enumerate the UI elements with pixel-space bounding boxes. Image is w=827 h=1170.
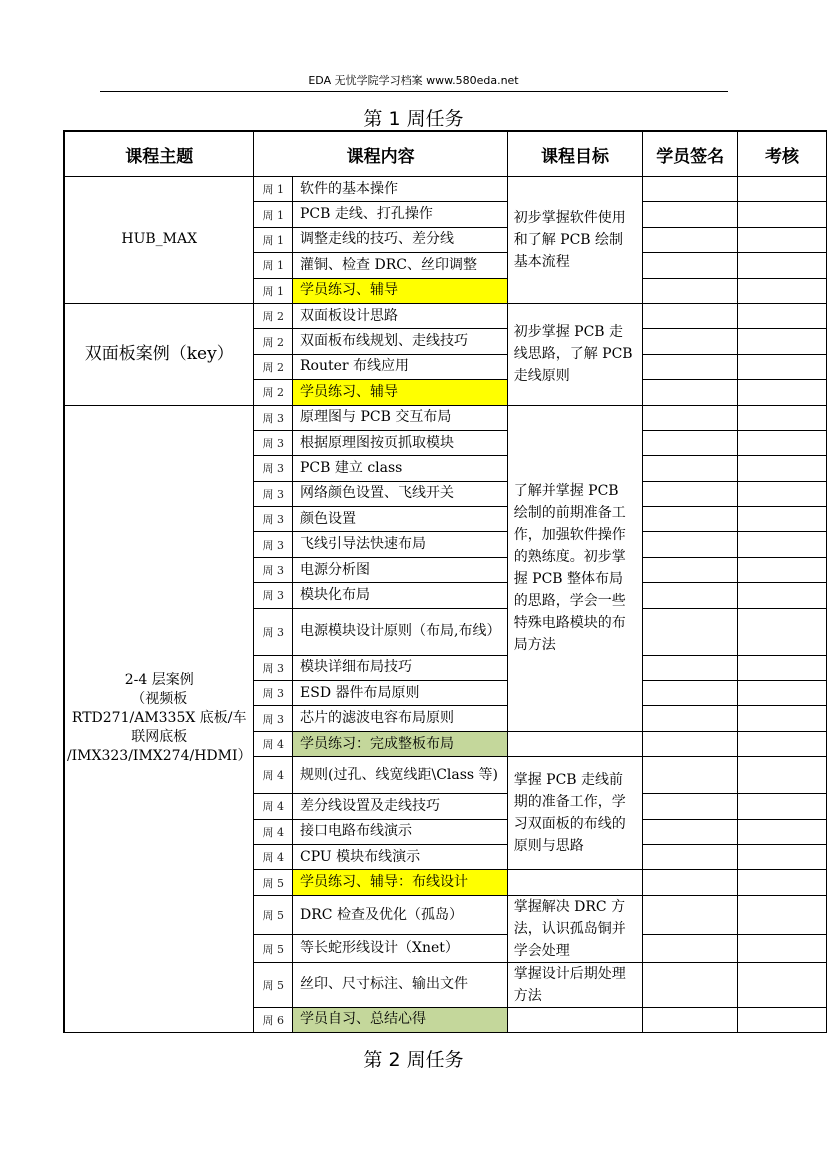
week-cell: 周 4: [254, 819, 293, 844]
signature-cell[interactable]: [643, 227, 738, 252]
topic-cell: 2-4 层案例 （视频板 RTD271/AM335X 底板/车 联网底板 /IMX323/IMX274/HDMI）: [64, 405, 254, 1033]
week-cell: 周 4: [254, 844, 293, 869]
content-cell: 芯片的滤波电容布局原则: [293, 706, 508, 731]
week-cell: 周 1: [254, 202, 293, 227]
assessment-cell[interactable]: [738, 202, 827, 227]
signature-cell[interactable]: [643, 844, 738, 869]
assessment-cell[interactable]: [738, 1007, 827, 1032]
content-cell: DRC 检查及优化（孤岛）: [293, 895, 508, 935]
topic-cell: 双面板案例（key）: [64, 303, 254, 405]
goal-cell-empty: [507, 731, 643, 756]
col-header-goal: 课程目标: [507, 131, 643, 177]
content-cell: 学员练习、辅导: [293, 278, 508, 303]
content-cell: 学员练习、辅导: [293, 380, 508, 405]
next-section-title: 第 2 周任务: [363, 1049, 464, 1071]
signature-cell[interactable]: [643, 794, 738, 819]
week-cell: 周 3: [254, 481, 293, 506]
assessment-cell[interactable]: [738, 430, 827, 455]
week-cell: 周 1: [254, 253, 293, 278]
assessment-cell[interactable]: [738, 354, 827, 379]
assessment-cell[interactable]: [738, 532, 827, 557]
signature-cell[interactable]: [643, 681, 738, 706]
signature-cell[interactable]: [643, 895, 738, 935]
goal-cell-empty: [507, 870, 643, 895]
signature-cell[interactable]: [643, 870, 738, 895]
content-cell: 网络颜色设置、飞线开关: [293, 481, 508, 506]
signature-cell[interactable]: [643, 583, 738, 608]
signature-cell[interactable]: [643, 380, 738, 405]
week-cell: 周 3: [254, 557, 293, 582]
signature-cell[interactable]: [643, 354, 738, 379]
signature-cell[interactable]: [643, 481, 738, 506]
content-cell: ESD 器件布局原则: [293, 681, 508, 706]
content-cell: 调整走线的技巧、差分线: [293, 227, 508, 252]
week-cell: 周 3: [254, 655, 293, 680]
assessment-cell[interactable]: [738, 870, 827, 895]
table-row: [64, 177, 827, 202]
content-cell: 双面板布线规划、走线技巧: [293, 329, 508, 354]
week-cell: 周 5: [254, 935, 293, 962]
week-cell: 周 4: [254, 757, 293, 794]
assessment-cell[interactable]: [738, 757, 827, 794]
assessment-cell[interactable]: [738, 253, 827, 278]
assessment-cell[interactable]: [738, 278, 827, 303]
signature-cell[interactable]: [643, 329, 738, 354]
week-cell: 周 3: [254, 706, 293, 731]
assessment-cell[interactable]: [738, 962, 827, 1007]
col-header-signature: 学员签名: [643, 131, 738, 177]
assessment-cell[interactable]: [738, 227, 827, 252]
signature-cell[interactable]: [643, 405, 738, 430]
content-cell: Router 布线应用: [293, 354, 508, 379]
assessment-cell[interactable]: [738, 481, 827, 506]
assessment-cell[interactable]: [738, 456, 827, 481]
week-cell: 周 6: [254, 1007, 293, 1032]
signature-cell[interactable]: [643, 202, 738, 227]
assessment-cell[interactable]: [738, 706, 827, 731]
content-cell: 学员练习：完成整板布局: [293, 731, 508, 756]
assessment-cell[interactable]: [738, 935, 827, 962]
signature-cell[interactable]: [643, 935, 738, 962]
content-cell: 学员练习、辅导：布线设计: [293, 870, 508, 895]
page-title: 第 1 周任务: [363, 108, 464, 130]
content-cell: 飞线引导法快速布局: [293, 532, 508, 557]
assessment-cell[interactable]: [738, 303, 827, 328]
content-cell: PCB 走线、打孔操作: [293, 202, 508, 227]
week-cell: 周 5: [254, 895, 293, 935]
week-cell: 周 3: [254, 405, 293, 430]
table-row: [64, 303, 827, 328]
content-cell: 电源模块设计原则（布局,布线）: [293, 608, 508, 655]
goal-cell-empty: [507, 1007, 643, 1032]
week-cell: 周 2: [254, 354, 293, 379]
week-cell: 周 2: [254, 380, 293, 405]
assessment-cell[interactable]: [738, 895, 827, 935]
assessment-cell[interactable]: [738, 731, 827, 756]
content-cell: 电源分析图: [293, 557, 508, 582]
page-header: EDA 无忧学院学习档案 www.580eda.net: [308, 74, 519, 87]
assessment-cell[interactable]: [738, 681, 827, 706]
week-cell: 周 3: [254, 583, 293, 608]
signature-cell[interactable]: [643, 706, 738, 731]
signature-cell[interactable]: [643, 731, 738, 756]
table-header-row: [64, 131, 827, 177]
content-cell: 灌铜、检查 DRC、丝印调整: [293, 253, 508, 278]
assessment-cell[interactable]: [738, 557, 827, 582]
header-rule: [100, 91, 728, 92]
content-cell: 双面板设计思路: [293, 303, 508, 328]
signature-cell[interactable]: [643, 253, 738, 278]
goal-cell: 掌握解决 DRC 方法，认识孤岛铜并学会处理: [507, 895, 643, 962]
week-cell: 周 5: [254, 962, 293, 1007]
week-cell: 周 3: [254, 681, 293, 706]
week-cell: 周 3: [254, 456, 293, 481]
col-header-assessment: 考核: [738, 131, 827, 177]
signature-cell[interactable]: [643, 456, 738, 481]
content-cell: 学员自习、总结心得: [293, 1007, 508, 1032]
week-cell: 周 3: [254, 532, 293, 557]
assessment-cell[interactable]: [738, 380, 827, 405]
week-cell: 周 3: [254, 608, 293, 655]
week-cell: 周 1: [254, 278, 293, 303]
table-row: [64, 405, 827, 430]
content-cell: 模块详细布局技巧: [293, 655, 508, 680]
assessment-cell[interactable]: [738, 794, 827, 819]
content-cell: 接口电路布线演示: [293, 819, 508, 844]
assessment-cell[interactable]: [738, 844, 827, 869]
signature-cell[interactable]: [643, 430, 738, 455]
signature-cell[interactable]: [643, 278, 738, 303]
week-cell: 周 4: [254, 794, 293, 819]
signature-cell[interactable]: [643, 507, 738, 532]
schedule-table: [63, 130, 827, 1033]
signature-cell[interactable]: [643, 655, 738, 680]
week-cell: 周 2: [254, 303, 293, 328]
assessment-cell[interactable]: [738, 507, 827, 532]
signature-cell[interactable]: [643, 757, 738, 794]
goal-cell: 了解并掌握 PCB 绘制的前期准备工作，加强软件操作的熟练度。初步掌握 PCB 整体布局的思路，学会一些特殊电路模块的布局方法: [507, 405, 643, 731]
signature-cell[interactable]: [643, 608, 738, 655]
week-cell: 周 5: [254, 870, 293, 895]
week-cell: 周 4: [254, 731, 293, 756]
signature-cell[interactable]: [643, 1007, 738, 1032]
assessment-cell[interactable]: [738, 405, 827, 430]
content-cell: 根据原理图按页抓取模块: [293, 430, 508, 455]
content-cell: 等长蛇形线设计（Xnet）: [293, 935, 508, 962]
content-cell: 差分线设置及走线技巧: [293, 794, 508, 819]
content-cell: 丝印、尺寸标注、输出文件: [293, 962, 508, 1007]
assessment-cell[interactable]: [738, 608, 827, 655]
signature-cell[interactable]: [643, 557, 738, 582]
assessment-cell[interactable]: [738, 819, 827, 844]
signature-cell[interactable]: [643, 303, 738, 328]
assessment-cell[interactable]: [738, 329, 827, 354]
content-cell: 原理图与 PCB 交互布局: [293, 405, 508, 430]
signature-cell[interactable]: [643, 532, 738, 557]
week-cell: 周 1: [254, 177, 293, 202]
goal-cell: 掌握设计后期处理方法: [507, 962, 643, 1007]
content-cell: CPU 模块布线演示: [293, 844, 508, 869]
signature-cell[interactable]: [643, 177, 738, 202]
signature-cell[interactable]: [643, 962, 738, 1007]
topic-cell: HUB_MAX: [64, 177, 254, 304]
col-header-topic: 课程主题: [64, 131, 254, 177]
content-cell: 模块化布局: [293, 583, 508, 608]
assessment-cell[interactable]: [738, 655, 827, 680]
week-cell: 周 3: [254, 430, 293, 455]
goal-cell: 初步掌握 PCB 走线思路，了解 PCB 走线原则: [507, 303, 643, 405]
goal-cell: 初步掌握软件使用和了解 PCB 绘制基本流程: [507, 177, 643, 304]
content-cell: 颜色设置: [293, 507, 508, 532]
content-cell: PCB 建立 class: [293, 456, 508, 481]
week-cell: 周 3: [254, 507, 293, 532]
content-cell: 软件的基本操作: [293, 177, 508, 202]
assessment-cell[interactable]: [738, 177, 827, 202]
content-cell: 规则(过孔、线宽线距\Class 等): [293, 757, 508, 794]
assessment-cell[interactable]: [738, 583, 827, 608]
week-cell: 周 1: [254, 227, 293, 252]
signature-cell[interactable]: [643, 819, 738, 844]
goal-cell: 掌握 PCB 走线前期的准备工作，学习双面板的布线的原则与思路: [507, 757, 643, 870]
col-header-content: 课程内容: [254, 131, 507, 177]
week-cell: 周 2: [254, 329, 293, 354]
